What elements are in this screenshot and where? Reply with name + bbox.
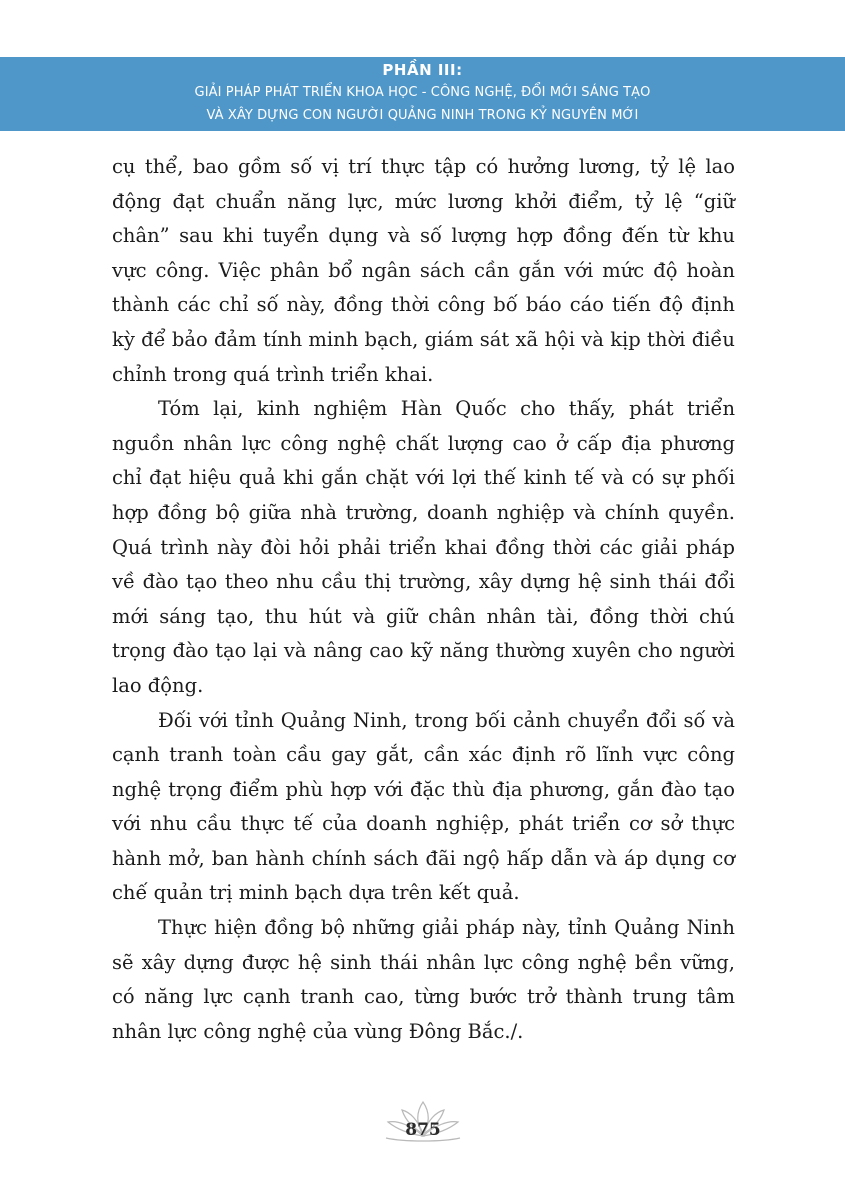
chapter-part-title: PHẦN III: — [382, 61, 463, 79]
chapter-header-band — [0, 57, 845, 131]
paragraph-summary: Tóm lại, kinh nghiệm Hàn Quốc cho thấy, phát triển nguồn nhân lực công nghệ chất lượng cao ở cấp địa phương chỉ đạt hiệu quả khi gắn chặt với lợi thế kinh tế và có sự phối hợp đồng bộ giữa nhà trường, doanh nghiệp và chính quyền. Quá trình này đòi hỏi phải triển khai đồng thời các giải pháp về đào tạo theo nhu cầu thị trường, xây dựng hệ sinh thái đổi mới sáng tạo, thu hút và giữ chân nhân tài, đồng thời chú trọng đào tạo lại và nâng cao kỹ năng thường xuyên cho người lao động. — [112, 397, 735, 697]
paragraph-conclusion: Thực hiện đồng bộ những giải pháp này, tỉnh Quảng Ninh sẽ xây dựng được hệ sinh thái nhân lực công nghệ bền vững, có năng lực cạnh tranh cao, từng bước trở thành trung tâm nhân lực công nghệ của vùng Đông Bắc./. — [112, 916, 735, 1043]
page-number: 875 — [405, 1120, 441, 1140]
chapter-title-line-1: GIẢI PHÁP PHÁT TRIỂN KHOA HỌC - CÔNG NGHỆ, ĐỔI MỚI SÁNG TẠO — [194, 85, 651, 100]
paragraph-quang-ninh: Đối với tỉnh Quảng Ninh, trong bối cảnh chuyển đổi số và cạnh tranh toàn cầu gay gắt, cần xác định rõ lĩnh vực công nghệ trọng điểm phù hợp với đặc thù địa phương, gắn đào tạo với nhu cầu thực tế của doanh nghiệp, phát triển cơ sở thực hành mở, ban hành chính sách đãi ngộ hấp dẫn và áp dụng cơ chế quản trị minh bạch dựa trên kết quả. — [112, 708, 735, 905]
paragraph-continuation: cụ thể, bao gồm số vị trí thực tập có hưởng lương, tỷ lệ lao động đạt chuẩn năng lực, mức lương khởi điểm, tỷ lệ “giữ chân” sau khi tuyển dụng và số lượng hợp đồng đến từ khu vực công. Việc phân bổ ngân sách cần gắn với mức độ hoàn thành các chỉ số này, đồng thời công bố báo cáo tiến độ định kỳ để bảo đảm tính minh bạch, giám sát xã hội và kịp thời điều chỉnh trong quá trình triển khai. — [112, 155, 735, 386]
body-text — [112, 150, 735, 1049]
chapter-title-line-2: VÀ XÂY DỰNG CON NGƯỜI QUẢNG NINH TRONG KỶ NGUYÊN MỚI — [206, 108, 639, 123]
page-footer — [380, 1098, 466, 1156]
